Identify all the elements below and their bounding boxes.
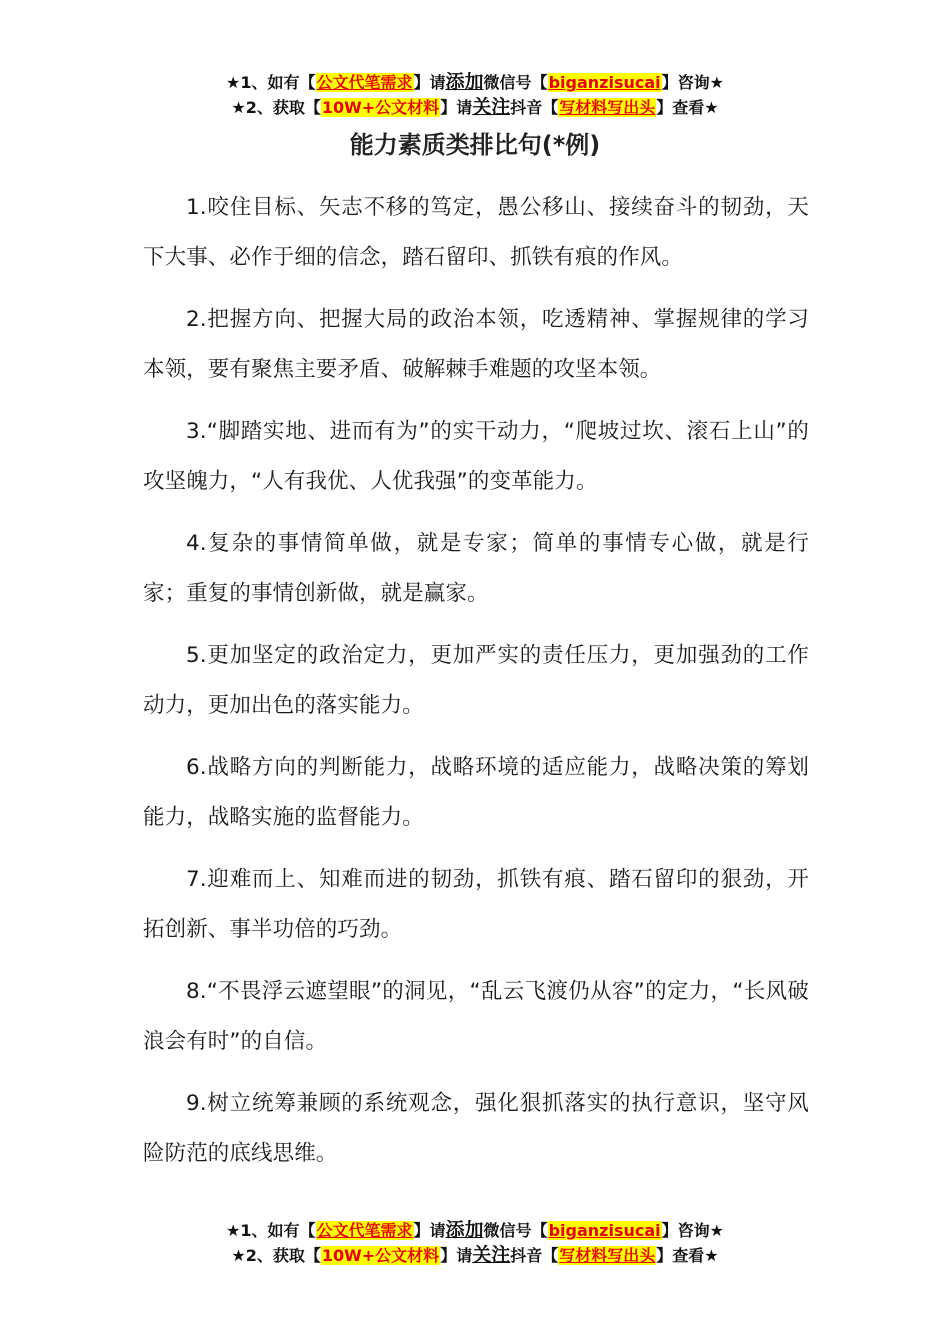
promo-text: 抖音【 <box>510 98 559 117</box>
promo-emphasis: 关注 <box>472 96 511 118</box>
promo-text: 】请 <box>440 1246 473 1265</box>
promo-text: 抖音【 <box>510 1246 559 1265</box>
promo-text: ★1、如有【 <box>226 1221 316 1240</box>
promo-emphasis: 关注 <box>472 1244 511 1266</box>
promo-text: 】请 <box>413 73 446 92</box>
promo-text: 微信号【 <box>483 1221 548 1240</box>
promo-line-2 <box>0 1243 950 1268</box>
paragraph-5: 5.更加坚定的政治定力，更加严实的责任压力，更加强劲的工作动力，更加出色的落实能力。 <box>143 643 809 718</box>
promo-emphasis: 添加 <box>445 71 484 93</box>
promo-banner-bottom <box>0 1218 950 1268</box>
promo-highlight: 公文代笔需求 <box>316 73 413 92</box>
paragraph-8: 8.“不畏浮云遮望眼”的洞见，“乱云飞渡仍从容”的定力，“长风破浪会有时”的自信。 <box>143 979 809 1054</box>
promo-banner-top <box>0 70 950 120</box>
promo-emphasis: 添加 <box>445 1219 484 1241</box>
paragraph-6: 6.战略方向的判断能力，战略环境的适应能力，战略决策的筹划能力，战略实施的监督能力。 <box>143 755 809 830</box>
promo-text: ★2、获取【 <box>231 98 321 117</box>
promo-line-1 <box>0 70 950 95</box>
promo-highlight: 公文代笔需求 <box>316 1221 413 1240</box>
promo-douyin-account: 写材料写出头 <box>559 1246 656 1265</box>
promo-douyin-account: 写材料写出头 <box>559 98 656 117</box>
promo-text: ★1、如有【 <box>226 73 316 92</box>
promo-wechat-id: biganzisucai <box>548 73 661 92</box>
paragraph-7: 7.迎难而上、知难而进的韧劲，抓铁有痕、踏石留印的狠劲，开拓创新、事半功倍的巧劲。 <box>143 867 809 942</box>
promo-text: 】咨询★ <box>661 1221 724 1240</box>
promo-wechat-id: biganzisucai <box>548 1221 661 1240</box>
promo-text: ★2、获取【 <box>231 1246 321 1265</box>
promo-text: 】查看★ <box>656 1246 719 1265</box>
document-title: 能力素质类排比句(*例) <box>349 131 601 159</box>
paragraph-2: 2.把握方向、把握大局的政治本领，吃透精神、掌握规律的学习本领，要有聚焦主要矛盾、破解棘手难题的攻坚本领。 <box>143 307 809 382</box>
paragraph-3: 3.“脚踏实地、进而有为”的实干动力，“爬坡过坎、滚石上山”的攻坚魄力，“人有我优、人优我强”的变革能力。 <box>143 419 809 494</box>
promo-text: 】查看★ <box>656 98 719 117</box>
promo-text: 】请 <box>413 1221 446 1240</box>
paragraph-1: 1.咬住目标、矢志不移的笃定，愚公移山、接续奋斗的韧劲，天下大事、必作于细的信念，踏石留印、抓铁有痕的作风。 <box>143 195 809 270</box>
promo-text: 】咨询★ <box>661 73 724 92</box>
paragraph-9: 9.树立统筹兼顾的系统观念，强化狠抓落实的执行意识，坚守风险防范的底线思维。 <box>143 1091 809 1166</box>
promo-text: 微信号【 <box>483 73 548 92</box>
promo-text: 】请 <box>440 98 473 117</box>
promo-highlight: 10W+公文材料 <box>321 98 440 117</box>
promo-line-1 <box>0 1218 950 1243</box>
document-body <box>143 183 809 1191</box>
promo-line-2 <box>0 95 950 120</box>
paragraph-4: 4.复杂的事情简单做，就是专家；简单的事情专心做，就是行家；重复的事情创新做，就是赢家。 <box>143 531 809 606</box>
promo-highlight: 10W+公文材料 <box>321 1246 440 1265</box>
